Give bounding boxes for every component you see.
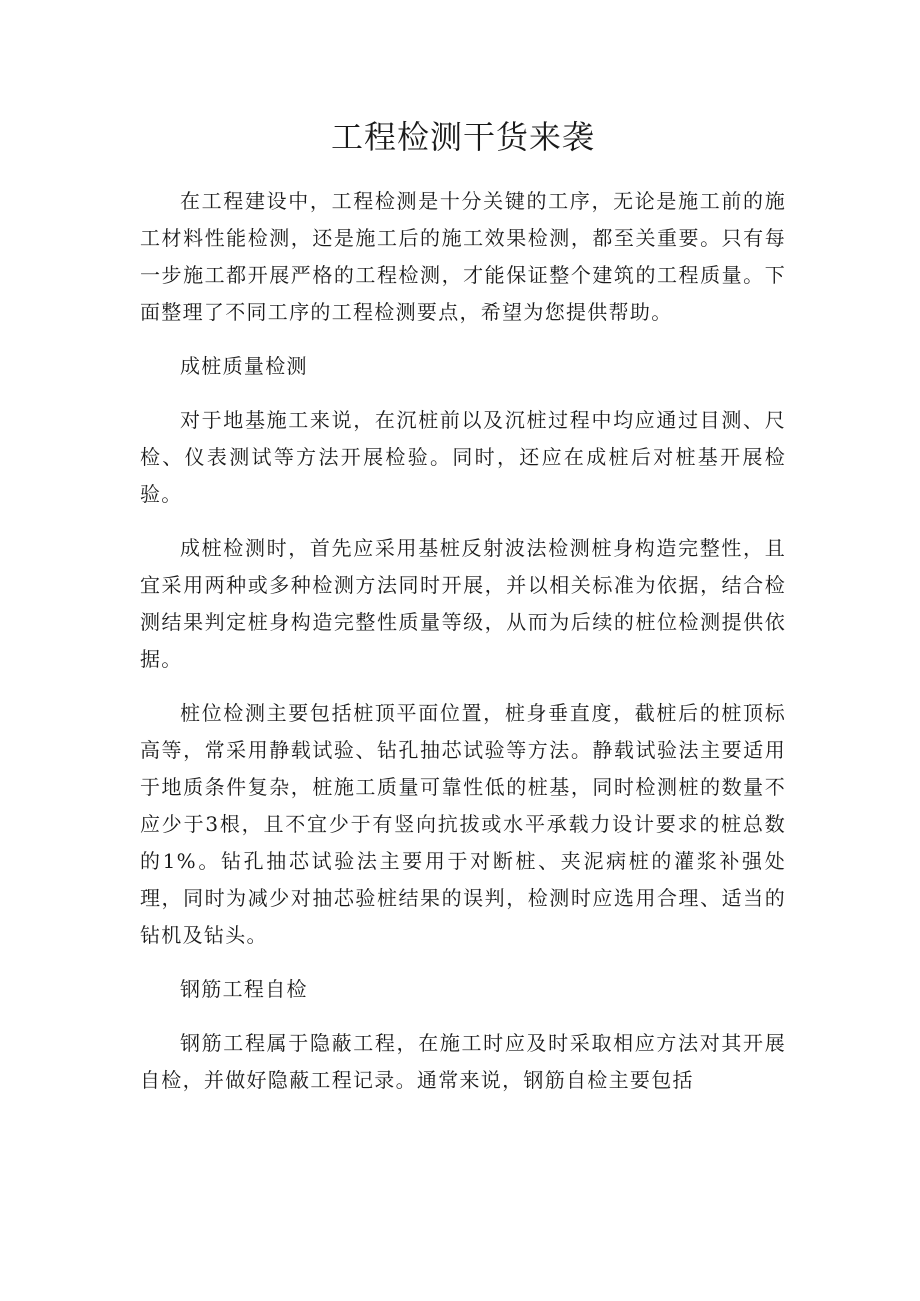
- document-body: [140, 183, 786, 1116]
- paragraph-pile-position: 桩位检测主要包括桩顶平面位置，桩身垂直度，截桩后的桩顶标高等，常采用静载试验、钻孔抽芯试验等方法。静载试验法主要适用于地质条件复杂，桩施工质量可靠性低的桩基，同时检测桩的数量不应少于3根，且不宜少于有竖向抗拔或水平承载力设计要求的桩总数的1%。钻孔抽芯试验法主要用于对断桩、夹泥病桩的灌浆补强处理，同时为减少对抽芯验桩结果的误判，检测时应选用合理、适当的钻机及钻头。: [140, 701, 786, 947]
- section-heading-rebar-selfcheck: 钢筋工程自检: [180, 977, 308, 1001]
- document-title: 工程检测干货来袭: [330, 118, 595, 156]
- paragraph-pile-inspection: 对于地基施工来说，在沉桩前以及沉桩过程中均应通过目测、尺检、仪表测试等方法开展检验。同时，还应在成桩后对桩基开展检验。: [140, 408, 786, 506]
- section-heading-pile-quality: 成桩质量检测: [180, 354, 308, 378]
- paragraph-pile-integrity: 成桩检测时，首先应采用基桩反射波法检测桩身构造完整性，且宜采用两种或多种检测方法同时开展，并以相关标准为依据，结合检测结果判定桩身构造完整性质量等级，从而为后续的桩位检测提供依据。: [140, 536, 786, 671]
- paragraph-intro: 在工程建设中，工程检测是十分关键的工序，无论是施工前的施工材料性能检测，还是施工后的施工效果检测，都至关重要。只有每一步施工都开展严格的工程检测，才能保证整个建筑的工程质量。下面整理了不同工序的工程检测要点，希望为您提供帮助。: [140, 189, 786, 324]
- paragraph-rebar: 钢筋工程属于隐蔽工程，在施工时应及时采取相应方法对其开展自检，并做好隐蔽工程记录。通常来说，钢筋自检主要包括: [140, 1031, 786, 1092]
